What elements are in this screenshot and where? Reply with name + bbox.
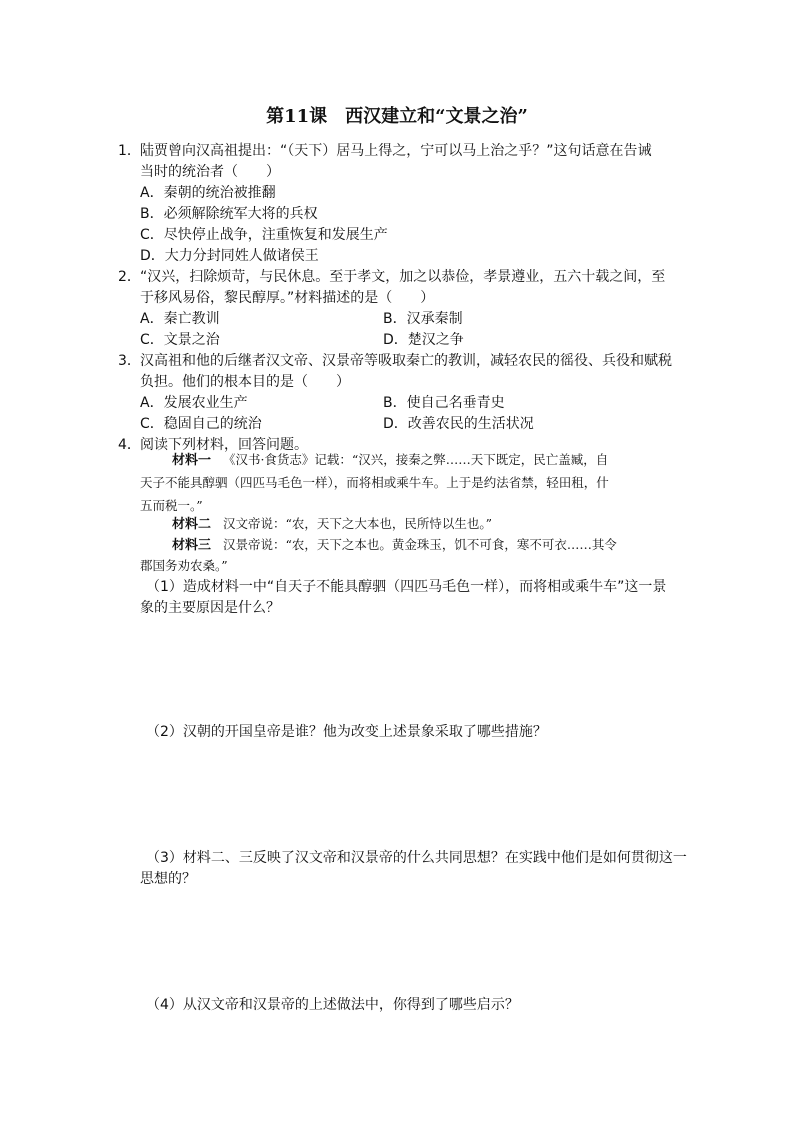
option-c: C．尽快停止战争，注重恢复和发展生产 — [140, 227, 388, 243]
sub-question-3: 思想的？ — [140, 871, 196, 887]
sub-question-2: （2）汉朝的开国皇帝是谁？他为改变上述景象采取了哪些措施？ — [146, 724, 547, 740]
sub-question-3: （3）材料二、三反映了汉文帝和汉景帝的什么共同思想？在实践中他们是如何贯彻这一 — [146, 850, 687, 866]
option-c: C．稳固自己的统治 — [140, 416, 262, 432]
page-title: 第11课 西汉建立和“文景之治” — [266, 106, 528, 127]
answer-space-3[interactable] — [140, 893, 680, 989]
material-label: 材料三 — [172, 538, 212, 553]
question-stem: 于移风易俗，黎民醇厚。”材料描述的是（ ） — [140, 290, 435, 306]
answer-space-1[interactable] — [140, 622, 680, 714]
material-text: 汉文帝说：“农，天下之大本也，民所恃以生也。” — [222, 516, 492, 531]
material-text: 《汉书·食货志》记载：“汉兴，接秦之弊……天下既定，民亡盖臧，自 — [222, 452, 609, 467]
material-text: 汉景帝说：“农，天下之本也。黄金珠玉，饥不可食，寒不可衣……其令 — [222, 537, 617, 552]
option-d: D．改善农民的生活状况 — [383, 416, 534, 432]
answer-space-4[interactable] — [140, 1020, 680, 1110]
sub-question-1: （1）造成材料一中“自天子不能具醇驷（四匹马毛色一样），而将相或乘牛车”这一景 — [146, 579, 667, 595]
option-d: D．大力分封同姓人做诸侯王 — [140, 248, 319, 264]
sub-question-1: 象的主要原因是什么？ — [140, 600, 280, 616]
question-stem: 负担。他们的根本目的是（ ） — [140, 374, 350, 390]
question-number: 4． — [118, 437, 141, 453]
question-number: 3． — [118, 353, 141, 369]
question-stem: 当时的统治者（ ） — [140, 164, 280, 180]
option-a: A．秦亡教训 — [140, 311, 220, 327]
material-text: 天子不能具醇驷（四匹马毛色一样），而将相或乘牛车。上于是约法省禁，轻田租，什 — [140, 475, 609, 490]
option-a: A．秦朝的统治被推翻 — [140, 185, 276, 201]
answer-space-2[interactable] — [140, 746, 680, 842]
question-number: 2． — [118, 269, 141, 285]
option-b: B．汉承秦制 — [383, 311, 463, 327]
sub-question-4: （4）从汉文帝和汉景帝的上述做法中，你得到了哪些启示？ — [146, 997, 519, 1013]
material-text: 郡国务劝农桑。” — [140, 558, 228, 573]
option-d: D．楚汉之争 — [383, 332, 464, 348]
question-stem: “汉兴，扫除烦苛，与民休息。至于孝文，加之以恭俭，孝景遵业，五六十载之间，至 — [140, 269, 666, 285]
option-a: A．发展农业生产 — [140, 395, 248, 411]
material-label: 材料二 — [172, 517, 212, 532]
material-label: 材料一 — [172, 453, 212, 468]
option-b: B．使自己名垂青史 — [383, 395, 505, 411]
question-stem: 阅读下列材料，回答问题。 — [140, 437, 308, 453]
question-stem: 汉高祖和他的后继者汉文帝、汉景帝等吸取秦亡的教训，减轻农民的徭役、兵役和赋税 — [140, 353, 672, 369]
material-text: 五而税一。” — [140, 498, 203, 513]
option-c: C．文景之治 — [140, 332, 220, 348]
question-stem: 陆贾曾向汉高祖提出：“（天下）居马上得之，宁可以马上治之乎？”这句话意在告诫 — [140, 143, 652, 159]
question-number: 1． — [118, 143, 141, 159]
option-b: B．必须解除统军大将的兵权 — [140, 206, 318, 222]
